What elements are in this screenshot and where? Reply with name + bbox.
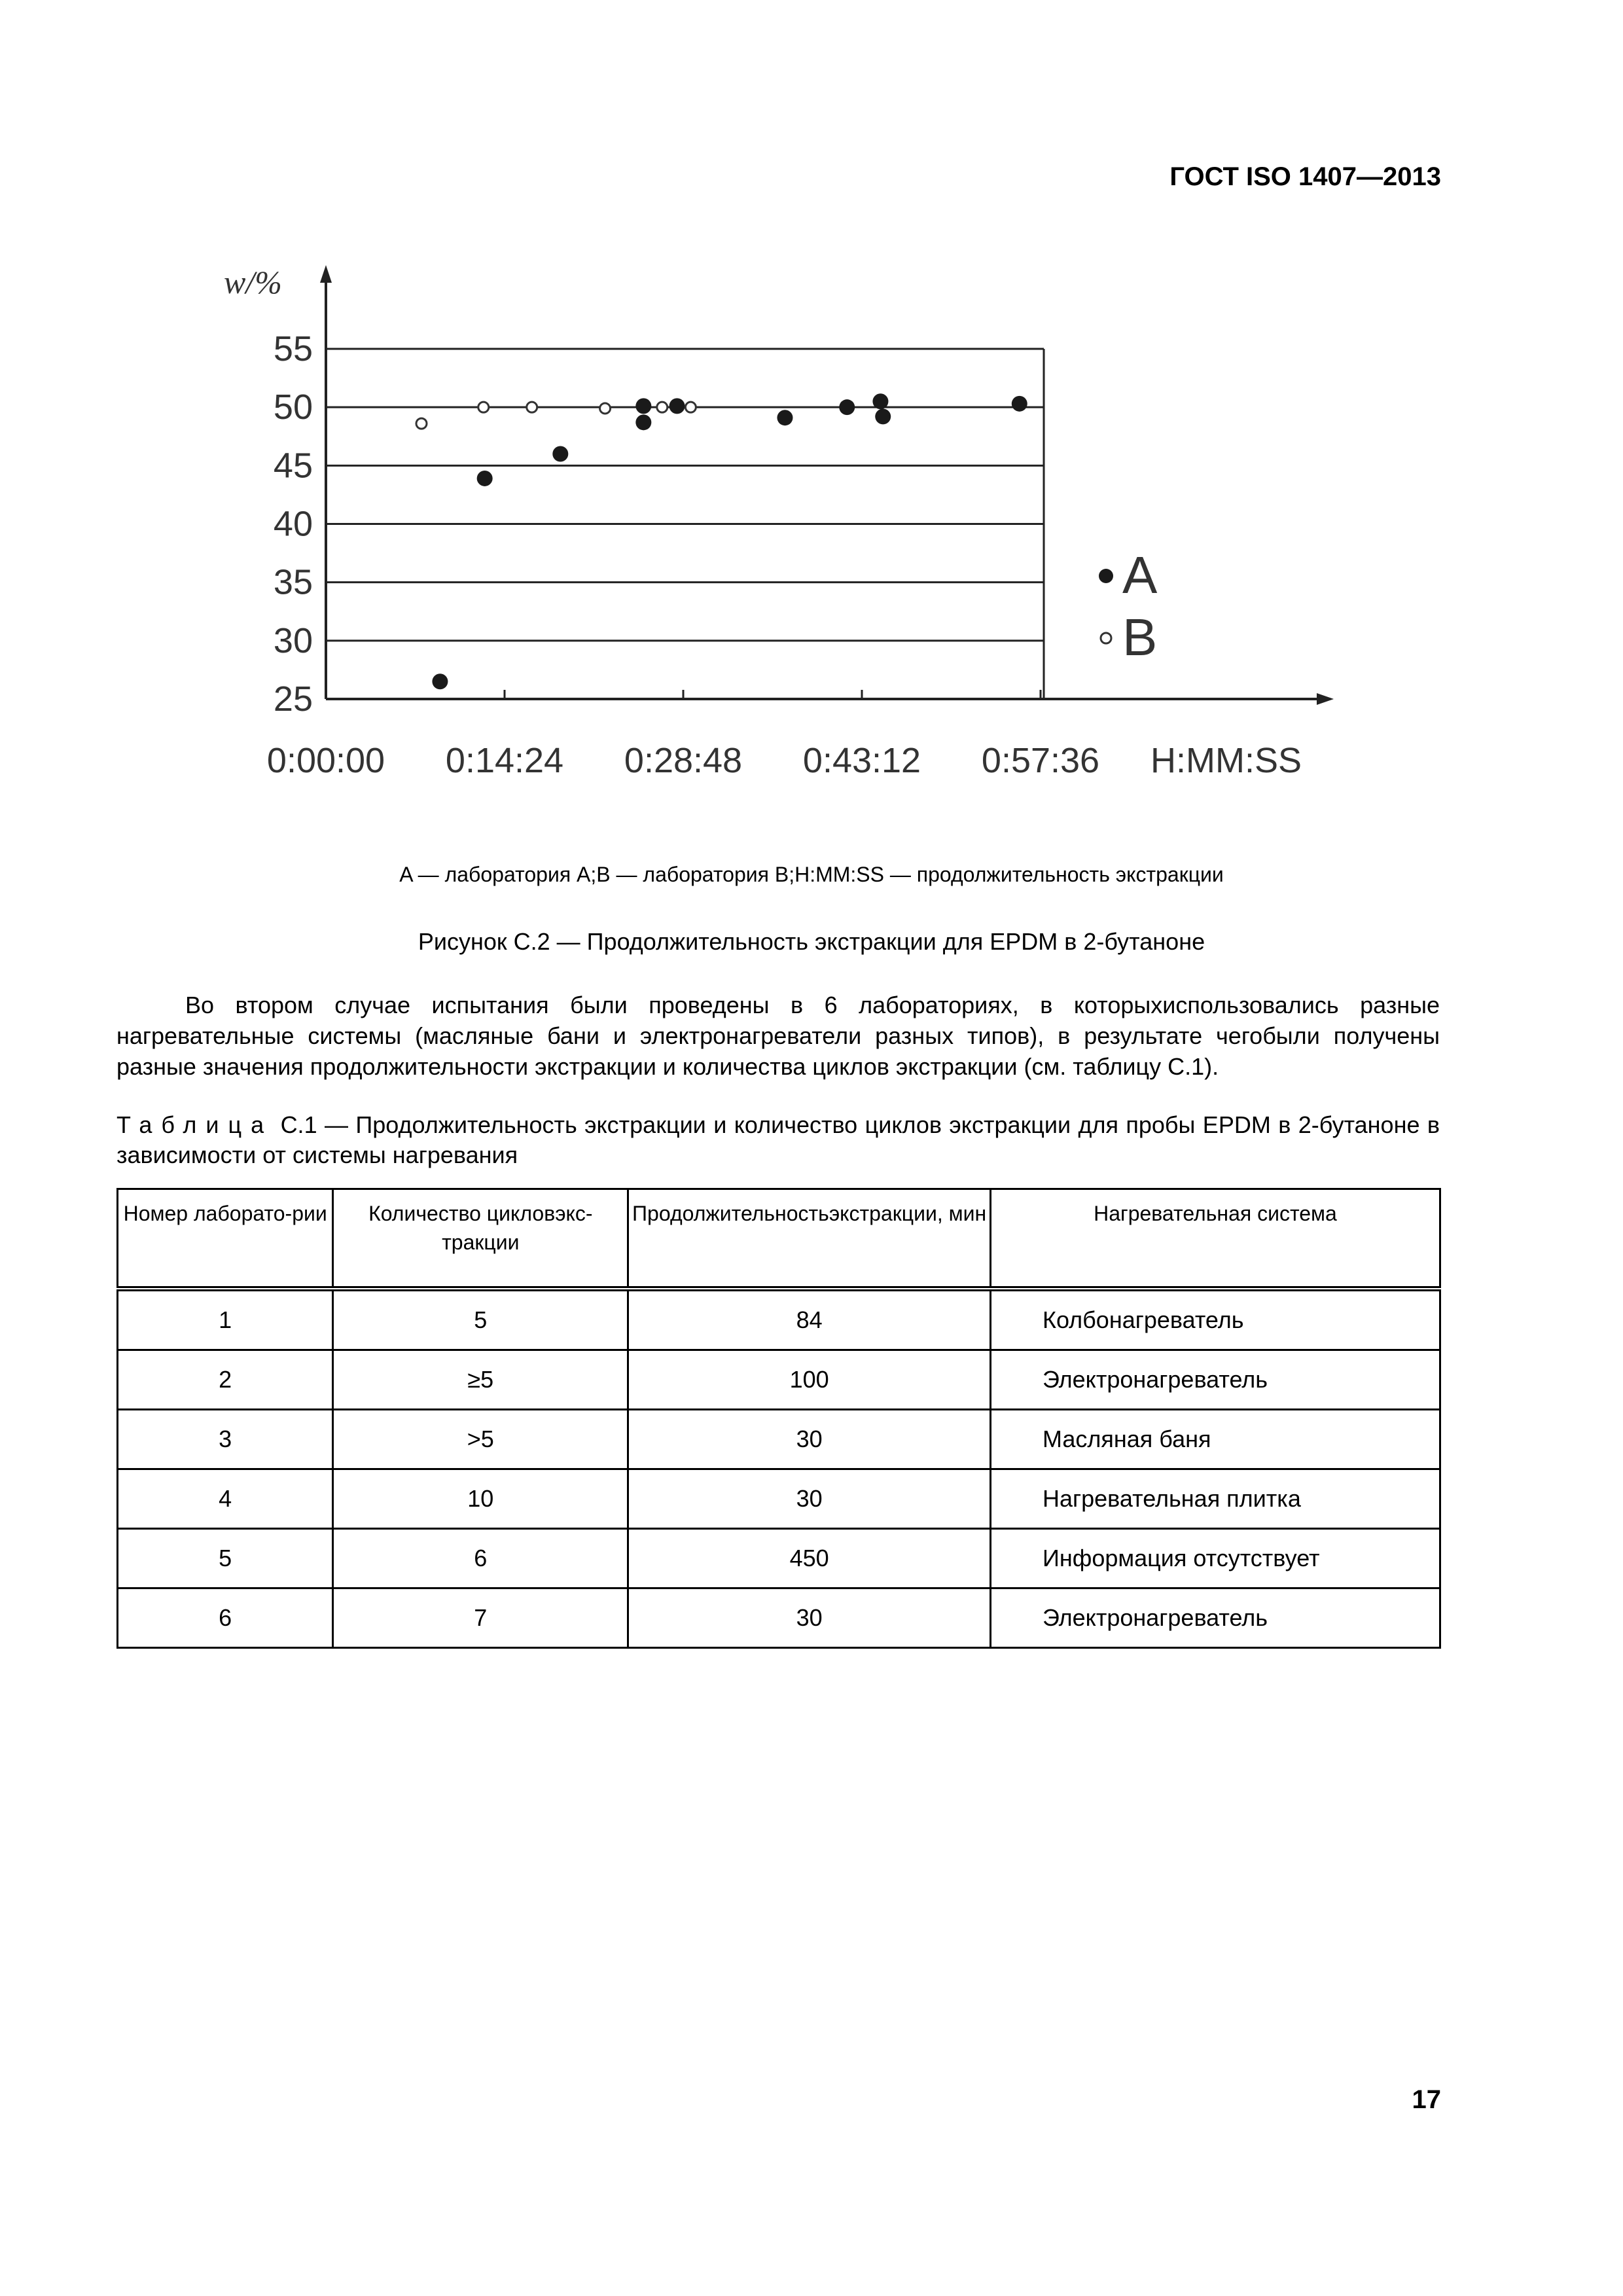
cell-lab: 2 <box>118 1350 333 1410</box>
x-tick-label: 0:00:00 <box>266 741 385 780</box>
table-row <box>118 1289 1440 1350</box>
data-point-a <box>669 398 685 414</box>
x-tick-label: 0:43:12 <box>802 741 921 780</box>
cell-system: Колбонагреватель <box>990 1289 1440 1350</box>
data-point-a <box>875 408 891 424</box>
cell-duration: 84 <box>628 1289 991 1350</box>
data-point-a <box>839 399 855 415</box>
body-paragraph: Во втором случае испытания были проведены в 6 лабораториях, в которыхиспользовались разные нагревательные системы (масляные бани и электронагреватели разных типов), в результате чегобыли получены разные значения продолжительности экстракции и количества циклов экстракции (см. таблицу С.1). <box>116 992 1440 1080</box>
data-point-b <box>657 402 668 412</box>
y-tick-label: 55 <box>273 329 313 368</box>
x-tick-label: 0:57:36 <box>981 741 1100 780</box>
table-row <box>118 1588 1440 1648</box>
cell-cycles: 6 <box>333 1529 628 1588</box>
header-duration: Продолжительностьэкстракции, мин <box>628 1189 991 1289</box>
cell-cycles: >5 <box>333 1410 628 1469</box>
cell-system: Нагревательная плитка <box>990 1469 1440 1529</box>
cell-lab: 3 <box>118 1410 333 1469</box>
cell-duration: 100 <box>628 1350 991 1410</box>
cell-system: Масляная баня <box>990 1410 1440 1469</box>
cell-duration: 30 <box>628 1588 991 1648</box>
data-point-a <box>635 414 651 430</box>
data-point-b <box>416 418 427 429</box>
cell-cycles: ≥5 <box>333 1350 628 1410</box>
table-title <box>116 1110 1440 1170</box>
cell-duration: 450 <box>628 1529 991 1588</box>
x-axis-arrow <box>1317 693 1334 705</box>
table-title-text: С.1 — Продолжительность экстракции и количество циклов экстракции для пробы EPDM в 2-бутаноне в зависимости от системы нагревания <box>116 1111 1440 1168</box>
cell-cycles: 10 <box>333 1469 628 1529</box>
y-tick-label: 30 <box>273 620 313 660</box>
y-tick-label: 25 <box>273 679 313 719</box>
x-tick-label: 0:14:24 <box>445 741 564 780</box>
data-point-a <box>1012 396 1027 412</box>
document-id: ГОСТ ISO 1407—2013 <box>1169 162 1441 191</box>
table-header-row <box>118 1189 1440 1289</box>
cell-duration: 30 <box>628 1410 991 1469</box>
cell-lab: 6 <box>118 1588 333 1648</box>
cell-lab: 4 <box>118 1469 333 1529</box>
data-point-a <box>635 398 651 414</box>
cell-duration: 30 <box>628 1469 991 1529</box>
data-point-a <box>477 471 493 486</box>
data-point-a <box>432 673 448 689</box>
header-heating-system: Нагревательная система <box>990 1189 1440 1289</box>
cell-lab: 5 <box>118 1529 333 1588</box>
data-point-b <box>685 402 696 412</box>
table-row <box>118 1350 1440 1410</box>
table-row <box>118 1469 1440 1529</box>
legend-marker-a <box>1099 569 1113 583</box>
page-number: 17 <box>1412 2085 1441 2114</box>
y-axis-arrow <box>320 265 332 283</box>
data-point-a <box>552 446 568 462</box>
cell-system: Электронагреватель <box>990 1350 1440 1410</box>
data-point-b <box>478 402 489 412</box>
cell-system: Информация отсутствует <box>990 1529 1440 1588</box>
cell-cycles: 5 <box>333 1289 628 1350</box>
header-lab-number: Номер лаборато-рии <box>118 1189 333 1289</box>
legend-marker-b <box>1101 633 1111 643</box>
y-tick-label: 35 <box>273 562 313 602</box>
cell-lab: 1 <box>118 1289 333 1350</box>
figure-caption: Рисунок С.2 — Продолжительность экстракции для EPDM в 2-бутаноне <box>418 928 1205 955</box>
data-point-a <box>872 393 888 409</box>
legend-label-a: A <box>1122 546 1158 604</box>
scatter-chart <box>196 249 1348 812</box>
figure-legend-text: A — лаборатория А;B — лаборатория В;H:MM:SS — продолжительность экстракции <box>399 863 1224 886</box>
y-tick-label: 40 <box>273 504 313 544</box>
cell-system: Электронагреватель <box>990 1588 1440 1648</box>
header-cycles: Количество цикловэкс-тракции <box>333 1189 628 1289</box>
table-row <box>118 1410 1440 1469</box>
y-tick-label: 45 <box>273 446 313 486</box>
data-table <box>116 1188 1441 1649</box>
y-tick-label: 50 <box>273 387 313 427</box>
cell-cycles: 7 <box>333 1588 628 1648</box>
data-point-b <box>527 402 537 412</box>
table-row <box>118 1529 1440 1588</box>
data-point-a <box>777 410 793 425</box>
y-axis-label: w/% <box>224 264 282 300</box>
data-point-b <box>600 403 611 414</box>
x-tick-label: 0:28:48 <box>624 741 743 780</box>
x-axis-label: H:MM:SS <box>1150 741 1302 780</box>
table-title-label: Таблица <box>116 1111 274 1138</box>
legend-label-b: B <box>1122 608 1158 666</box>
